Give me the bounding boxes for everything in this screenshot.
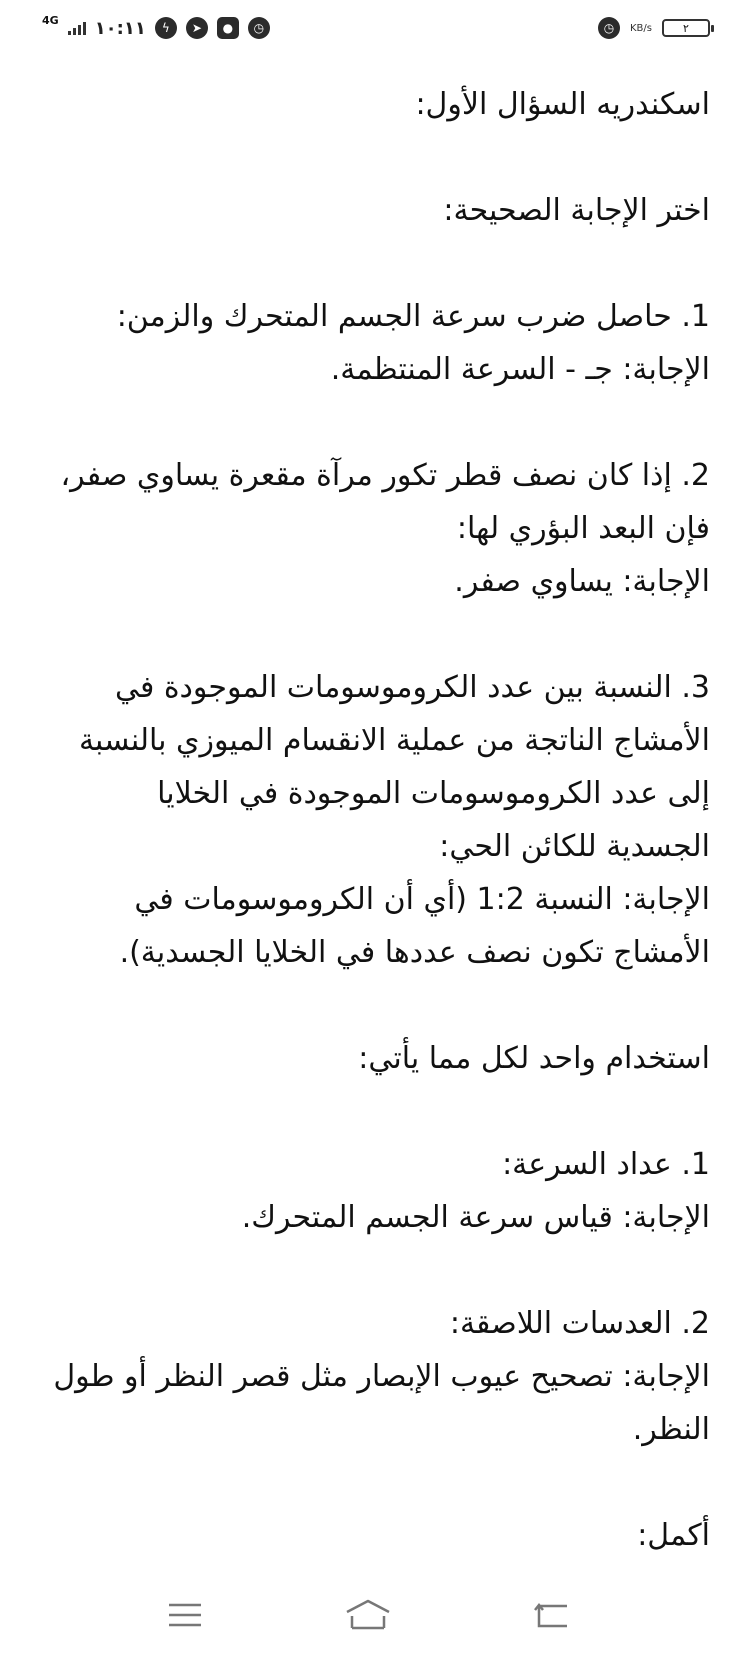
alarm-icon: ◷ <box>598 17 620 39</box>
blank-line <box>44 237 710 290</box>
text-line: 2. العدسات اللاصقة: <box>449 1306 710 1341</box>
network-type: 4G <box>42 13 59 27</box>
text-line: 2. إذا كان نصف قطر تكور مرآة مقعرة يساوي صفر، فإن البعد البؤري لها: <box>60 458 710 546</box>
blank-line <box>44 979 710 1032</box>
alarm-icon: ◷ <box>248 17 270 39</box>
battery-level: ٢ <box>683 21 689 35</box>
document-text[interactable] <box>44 78 710 1562</box>
text-line: الإجابة: النسبة 1:2 (أي أن الكروموسومات في الأمشاج تكون نصف عددها في الخلايا الجسدية). <box>119 882 710 970</box>
back-icon <box>533 1600 573 1630</box>
network-speed: KB/s <box>630 22 652 34</box>
menu-icon <box>167 1601 203 1629</box>
menu-button[interactable] <box>155 1593 215 1637</box>
blank-line <box>44 1244 710 1297</box>
status-bar <box>0 0 750 56</box>
text-line: 3. النسبة بين عدد الكروموسومات الموجودة في الأمشاج الناتجة من عملية الانقسام الميوزي بالنسبة إلى عدد الكروموسومات الموجودة في الخلايا الجسدية للكائن الحي: <box>78 670 710 864</box>
text-line: الإجابة: يساوي صفر. <box>454 564 710 599</box>
text-line: الإجابة: جـ - السرعة المنتظمة. <box>330 352 710 387</box>
signal-icon <box>68 21 86 35</box>
mic-icon: ● <box>217 17 239 39</box>
battery-icon <box>662 19 710 37</box>
home-button[interactable] <box>338 1593 398 1637</box>
home-icon <box>344 1598 392 1632</box>
text-line: الإجابة: تصحيح عيوب الإبصار مثل قصر النظر أو طول النظر. <box>53 1359 710 1447</box>
text-line: 1. عداد السرعة: <box>502 1147 710 1182</box>
status-right <box>598 12 710 44</box>
back-button[interactable] <box>523 1593 583 1637</box>
text-line: الإجابة: قياس سرعة الجسم المتحرك. <box>241 1200 710 1235</box>
clock: ١٠:١١ <box>94 17 146 39</box>
blank-line <box>44 1085 710 1138</box>
text-line: اسكندريه السؤال الأول: <box>415 87 710 122</box>
navigation-bar <box>0 1575 750 1667</box>
blank-line <box>44 396 710 449</box>
blank-line <box>44 608 710 661</box>
text-line: استخدام واحد لكل مما يأتي: <box>358 1041 710 1076</box>
text-line: أكمل: <box>637 1518 710 1553</box>
telegram-icon: ➤ <box>186 17 208 39</box>
text-line: اختر الإجابة الصحيحة: <box>443 193 710 228</box>
blank-line <box>44 1456 710 1509</box>
messenger-icon: ϟ <box>155 17 177 39</box>
blank-line <box>44 131 710 184</box>
text-line: 1. حاصل ضرب سرعة الجسم المتحرك والزمن: <box>116 299 710 334</box>
status-left <box>42 12 270 44</box>
